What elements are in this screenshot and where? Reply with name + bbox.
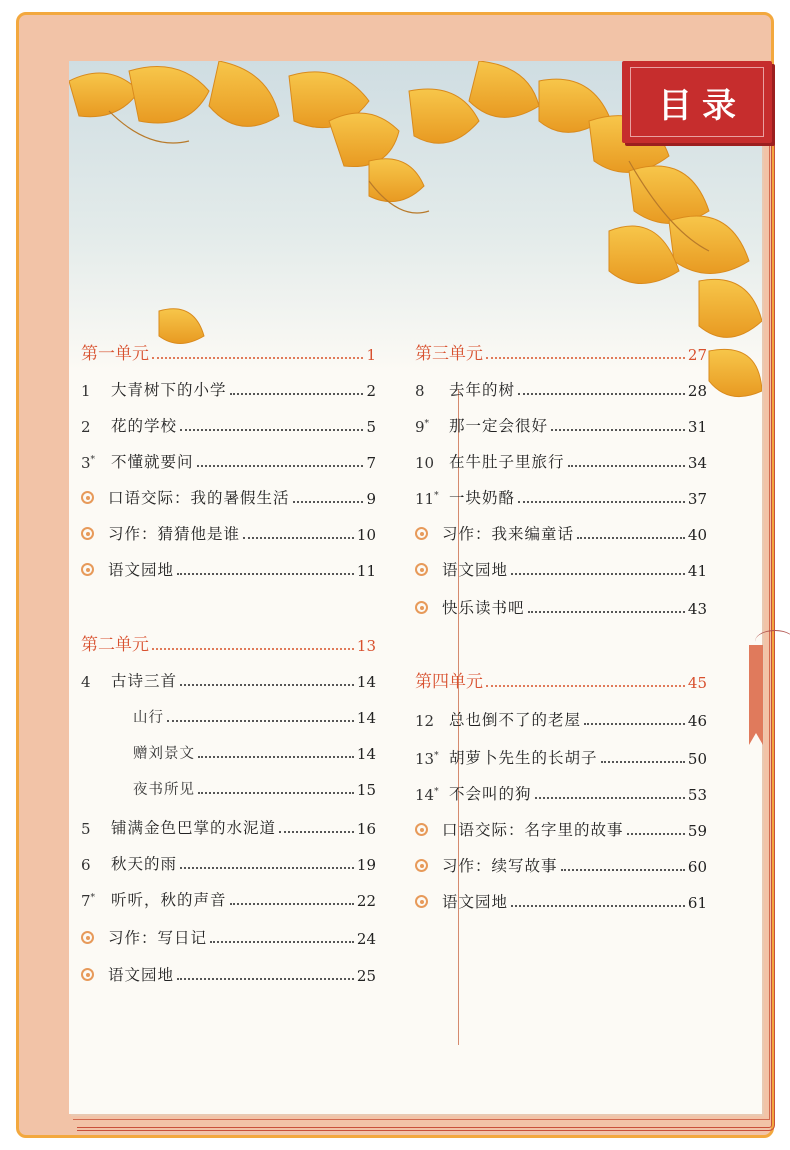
toc-unit-heading[interactable] <box>415 342 707 364</box>
toc-entry[interactable] <box>415 414 707 436</box>
toc-unit-heading[interactable] <box>81 633 376 655</box>
toc-unit-heading[interactable] <box>415 670 707 692</box>
toc-entry[interactable] <box>415 782 707 804</box>
lesson-number <box>415 786 449 804</box>
toc-entry[interactable] <box>415 854 707 876</box>
lesson-number-text: 4 <box>81 673 91 691</box>
dot-leader <box>528 610 685 613</box>
lesson-number <box>415 418 449 436</box>
toc-entry[interactable] <box>415 486 707 508</box>
lesson-number-text: 3 <box>81 454 91 472</box>
toc-entry-label: 语文园地 <box>108 561 175 579</box>
lesson-number-text: 7 <box>81 892 91 910</box>
circle-bullet-icon <box>415 563 428 576</box>
page-number: 2 <box>366 382 376 400</box>
lesson-number <box>81 673 111 691</box>
toc-entry-label: 口语交际：我的暑假生活 <box>108 489 290 507</box>
dot-leader <box>279 830 354 833</box>
dot-leader <box>518 500 685 503</box>
toc-page <box>69 61 762 1114</box>
optional-lesson-star: * <box>90 893 96 903</box>
toc-entry-label: 习作：续写故事 <box>442 857 558 875</box>
page-number: 37 <box>687 490 707 508</box>
toc-entry-label: 口语交际：名字里的故事 <box>442 821 624 839</box>
toc-entry[interactable] <box>415 746 707 768</box>
lesson-number <box>81 418 111 436</box>
circle-bullet-icon <box>415 527 428 540</box>
optional-lesson-star: * <box>424 419 430 429</box>
toc-entry[interactable] <box>81 522 376 544</box>
lesson-number-text: 13 <box>415 750 435 768</box>
page-number: 27 <box>687 346 707 364</box>
toc-entry-label: 不懂就要问 <box>111 453 194 471</box>
lesson-number <box>415 382 449 400</box>
dot-leader <box>561 868 685 871</box>
page-number: 15 <box>356 781 376 799</box>
page-number: 40 <box>687 526 707 544</box>
page-number: 11 <box>356 562 376 580</box>
lesson-number <box>415 490 449 508</box>
toc-entry-label: 在牛肚子里旅行 <box>449 453 565 471</box>
page-number: 14 <box>356 673 376 691</box>
toc-entry-label: 总也倒不了的老屋 <box>449 711 582 729</box>
toc-unit-heading[interactable] <box>81 342 376 364</box>
toc-entry[interactable] <box>415 818 707 840</box>
dot-leader <box>167 719 354 722</box>
circle-bullet-icon <box>81 491 94 504</box>
page-number: 1 <box>366 346 376 364</box>
page-number: 22 <box>356 892 376 910</box>
toc-entry[interactable] <box>81 558 376 580</box>
lesson-number <box>415 712 449 730</box>
lesson-number-text: 12 <box>415 712 435 730</box>
toc-entry[interactable] <box>415 708 707 730</box>
toc-entry-label: 第三单元 <box>415 344 483 364</box>
page-number: 50 <box>687 750 707 768</box>
toc-entry[interactable] <box>133 741 376 763</box>
optional-lesson-star: * <box>434 751 439 761</box>
toc-entry-label: 大青树下的小学 <box>111 381 227 399</box>
dot-leader <box>152 356 363 359</box>
page-number: 9 <box>366 490 376 508</box>
toc-entry[interactable] <box>81 669 376 691</box>
toc-entry[interactable] <box>81 414 376 436</box>
toc-entry-label: 语文园地 <box>442 893 509 911</box>
toc-entry[interactable] <box>81 378 376 400</box>
optional-lesson-star: * <box>434 787 439 797</box>
lesson-number-text: 6 <box>81 856 91 874</box>
dot-leader <box>584 722 685 725</box>
optional-lesson-star: * <box>434 491 439 501</box>
dot-leader <box>198 755 354 758</box>
toc-entry[interactable] <box>415 450 707 472</box>
page-number: 53 <box>687 786 707 804</box>
toc-entry-label: 习作：我来编童话 <box>442 525 575 543</box>
dot-leader <box>511 904 685 907</box>
circle-bullet-icon <box>415 823 428 836</box>
page-title: 目录 <box>658 85 746 126</box>
toc-entry[interactable] <box>415 596 707 618</box>
page-number: 28 <box>687 382 707 400</box>
circle-bullet-icon <box>81 527 94 540</box>
lesson-number <box>81 820 111 838</box>
toc-entry-label: 语文园地 <box>442 561 509 579</box>
toc-entry[interactable] <box>81 486 376 508</box>
page-number: 46 <box>687 712 707 730</box>
toc-entry-label: 胡萝卜先生的长胡子 <box>449 749 598 767</box>
lesson-number <box>415 750 449 768</box>
lesson-number-text: 2 <box>81 418 91 436</box>
page-number: 5 <box>366 418 376 436</box>
toc-entry[interactable] <box>81 816 376 838</box>
dot-leader <box>486 684 685 687</box>
dot-leader <box>152 647 354 650</box>
page-number: 59 <box>687 822 707 840</box>
toc-entry-label: 习作：猜猜他是谁 <box>108 525 241 543</box>
dot-leader <box>551 428 685 431</box>
dot-leader <box>230 392 364 395</box>
toc-entry-label: 夜书所见 <box>133 782 195 798</box>
lesson-number-text: 14 <box>415 786 435 804</box>
page-number: 61 <box>687 894 707 912</box>
toc-entry[interactable] <box>81 963 376 985</box>
dot-leader <box>210 940 354 943</box>
page-number: 25 <box>356 967 376 985</box>
toc-entry-label: 不会叫的狗 <box>449 785 532 803</box>
dot-leader <box>230 902 354 905</box>
dot-leader <box>180 866 354 869</box>
toc-entry-label: 习作：写日记 <box>108 929 208 947</box>
dot-leader <box>601 760 685 763</box>
optional-lesson-star: * <box>90 455 96 465</box>
toc-entry-label: 快乐读书吧 <box>442 599 525 617</box>
lesson-number-text: 9 <box>415 418 425 436</box>
toc-entry[interactable] <box>415 890 707 912</box>
toc-entry-label: 秋天的雨 <box>111 855 178 873</box>
toc-entry[interactable] <box>133 777 376 799</box>
page-number: 43 <box>687 600 707 618</box>
lesson-number-text: 1 <box>81 382 91 400</box>
dot-leader <box>518 392 685 395</box>
book-frame <box>16 12 774 1138</box>
toc-entry[interactable] <box>81 852 376 874</box>
lesson-number <box>81 856 111 874</box>
page-number: 13 <box>356 637 376 655</box>
toc-entry-label: 古诗三首 <box>111 672 178 690</box>
toc-entry-label: 去年的树 <box>449 381 516 399</box>
lesson-number <box>415 454 449 472</box>
toc-entry-label: 听听，秋的声音 <box>111 891 227 909</box>
circle-bullet-icon <box>415 859 428 872</box>
title-tab <box>622 61 772 143</box>
lesson-number <box>81 382 111 400</box>
dot-leader <box>243 536 354 539</box>
circle-bullet-icon <box>81 968 94 981</box>
toc-entry[interactable] <box>133 705 376 727</box>
toc-entry-label: 花的学校 <box>111 417 178 435</box>
lesson-number-text: 8 <box>415 382 425 400</box>
page-number: 16 <box>356 820 376 838</box>
toc-entry[interactable] <box>415 558 707 580</box>
circle-bullet-icon <box>81 931 94 944</box>
dot-leader <box>293 500 364 503</box>
toc-entry[interactable] <box>81 888 376 910</box>
dot-leader <box>177 977 354 980</box>
lesson-number-text: 11 <box>415 490 435 508</box>
toc-entry-label: 山行 <box>133 710 164 726</box>
dot-leader <box>535 796 685 799</box>
toc-entry-label: 一块奶酪 <box>449 489 516 507</box>
lesson-number-text: 10 <box>415 454 435 472</box>
page-number: 10 <box>356 526 376 544</box>
page-number: 7 <box>366 454 376 472</box>
circle-bullet-icon <box>415 601 428 614</box>
dot-leader <box>197 464 364 467</box>
dot-leader <box>511 572 685 575</box>
dot-leader <box>180 683 354 686</box>
toc-entry-label: 那一定会很好 <box>449 417 549 435</box>
circle-bullet-icon <box>415 895 428 908</box>
page-number: 41 <box>687 562 707 580</box>
page-number: 60 <box>687 858 707 876</box>
bookmark-ribbon <box>749 645 763 745</box>
page-number: 45 <box>687 674 707 692</box>
dot-leader <box>180 428 363 431</box>
lesson-number <box>81 454 111 472</box>
title-tab-border <box>630 67 764 137</box>
toc-entry-label: 语文园地 <box>108 966 175 984</box>
page-number: 19 <box>356 856 376 874</box>
toc-entry-label: 赠刘景文 <box>133 746 195 762</box>
dot-leader <box>568 464 685 467</box>
lesson-number <box>81 892 111 910</box>
page-number: 31 <box>687 418 707 436</box>
dot-leader <box>198 791 354 794</box>
dot-leader <box>577 536 685 539</box>
toc-entry-label: 第一单元 <box>81 344 149 364</box>
toc-entry[interactable] <box>81 450 376 472</box>
toc-entry[interactable] <box>415 378 707 400</box>
dot-leader <box>627 832 685 835</box>
page-number: 14 <box>356 709 376 727</box>
dot-leader <box>177 572 354 575</box>
toc-entry[interactable] <box>81 926 376 948</box>
page-number: 24 <box>356 930 376 948</box>
toc-entry[interactable] <box>415 522 707 544</box>
toc-entry-label: 铺满金色巴掌的水泥道 <box>111 819 277 837</box>
circle-bullet-icon <box>81 563 94 576</box>
dot-leader <box>486 356 685 359</box>
lesson-number-text: 5 <box>81 820 91 838</box>
toc-entry-label: 第四单元 <box>415 672 483 692</box>
page-number: 14 <box>356 745 376 763</box>
page-number: 34 <box>687 454 707 472</box>
toc-entry-label: 第二单元 <box>81 635 149 655</box>
